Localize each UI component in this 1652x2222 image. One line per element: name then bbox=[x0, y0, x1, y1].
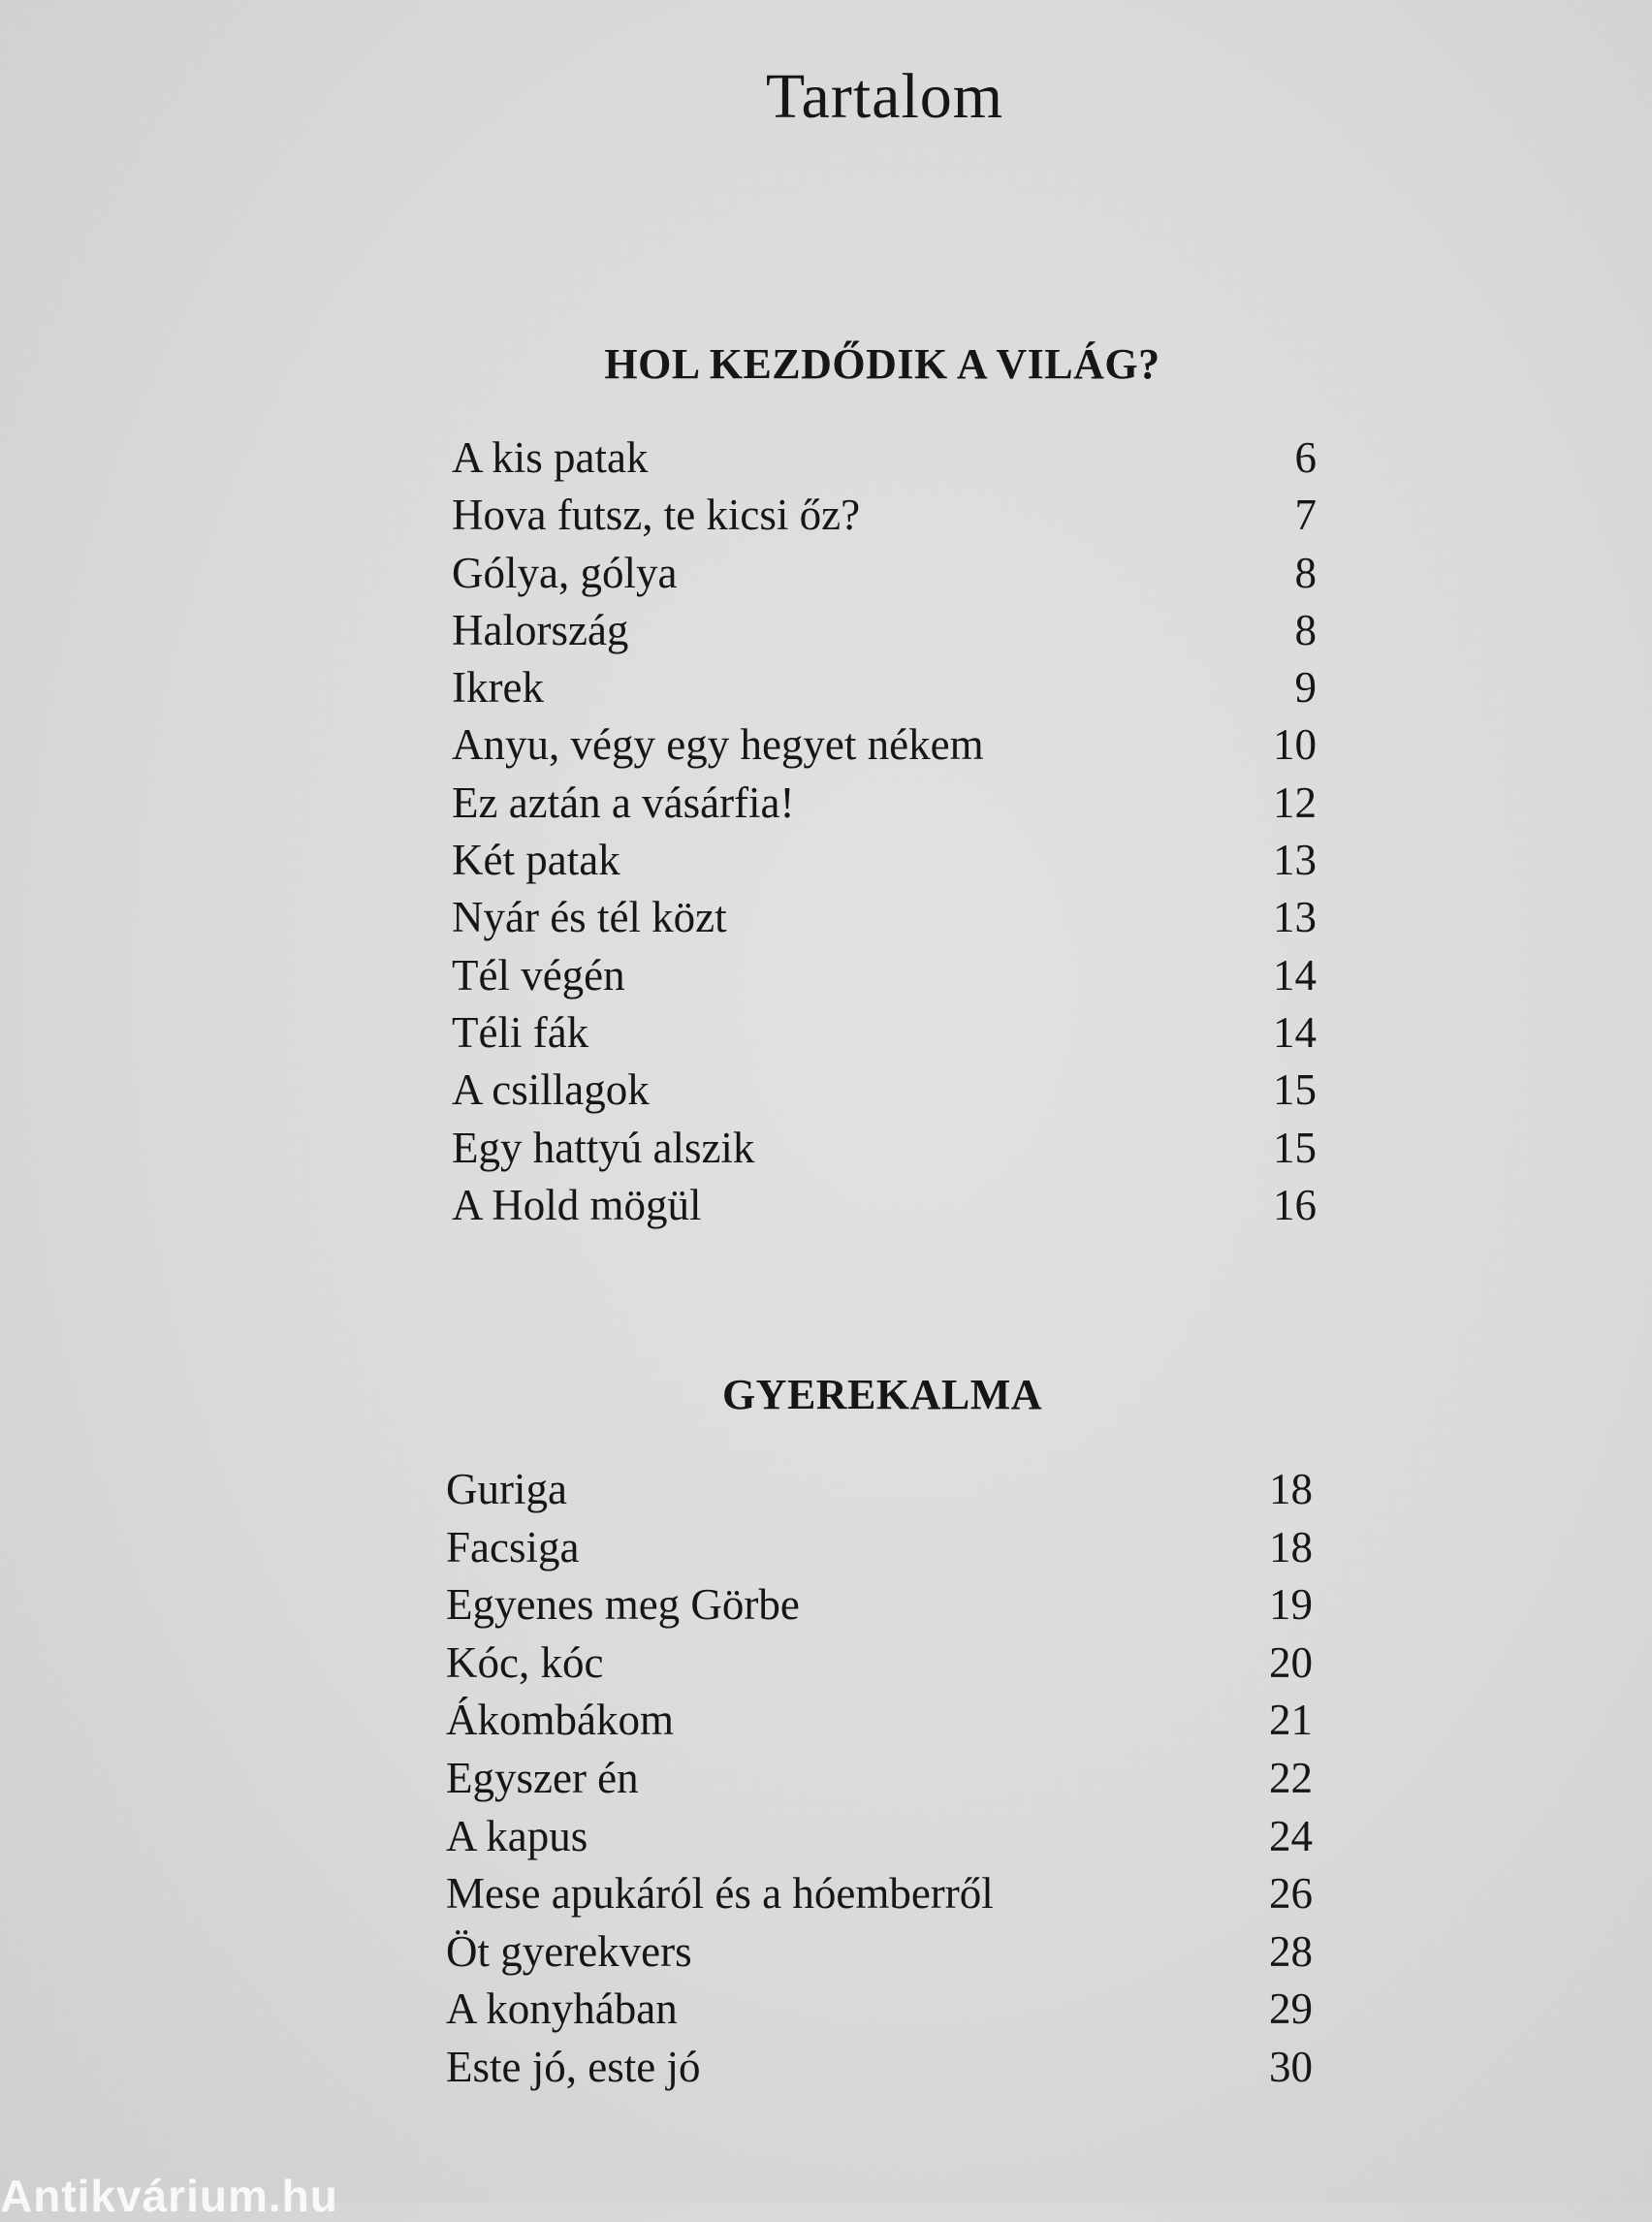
toc-entry bbox=[446, 1637, 1313, 1696]
toc-entry bbox=[446, 2042, 1313, 2100]
toc-entry bbox=[452, 1180, 1317, 1237]
toc-entry-page-number: 12 bbox=[1273, 778, 1317, 827]
toc-entry-title: Hova futsz, te kicsi őz? bbox=[452, 491, 861, 540]
toc-entry bbox=[452, 662, 1317, 719]
toc-entry bbox=[452, 605, 1317, 662]
toc-entry-page-number: 26 bbox=[1269, 1869, 1313, 1919]
toc-entry-title: Egyenes meg Görbe bbox=[446, 1580, 800, 1630]
toc-entry-page-number: 8 bbox=[1294, 548, 1317, 597]
toc-entry-page-number: 14 bbox=[1273, 1007, 1317, 1057]
toc-entry-title: A kis patak bbox=[452, 433, 649, 482]
toc-entry bbox=[446, 1811, 1313, 1869]
toc-entry bbox=[446, 1984, 1313, 2042]
toc-entry bbox=[452, 1007, 1317, 1064]
toc-entry-title: Nyár és tél közt bbox=[452, 893, 727, 942]
toc-entry bbox=[446, 1579, 1313, 1637]
toc-entry bbox=[452, 950, 1317, 1007]
toc-list bbox=[452, 432, 1317, 1237]
toc-entry-page-number: 18 bbox=[1269, 1465, 1313, 1513]
toc-entry bbox=[452, 778, 1317, 835]
toc-entry-page-number: 19 bbox=[1269, 1580, 1313, 1630]
toc-entry-page-number: 15 bbox=[1273, 1065, 1317, 1115]
toc-entry-page-number: 7 bbox=[1294, 491, 1317, 540]
toc-entry-page-number: 8 bbox=[1294, 605, 1317, 654]
section-heading: GYEREKALMA bbox=[721, 1371, 1043, 1418]
toc-entry bbox=[452, 1123, 1317, 1180]
toc-entry-title: Guriga bbox=[446, 1465, 567, 1513]
toc-entry bbox=[452, 490, 1317, 547]
toc-entry-title: Anyu, végy egy hegyet nékem bbox=[452, 720, 984, 770]
page-title: Tartalom bbox=[765, 61, 1004, 132]
toc-entry bbox=[452, 892, 1317, 949]
toc-entry bbox=[446, 1464, 1313, 1522]
toc-entry-title: Ikrek bbox=[452, 663, 544, 713]
toc-entry-page-number: 10 bbox=[1273, 720, 1317, 770]
toc-entry-page-number: 15 bbox=[1273, 1123, 1317, 1172]
toc-entry-title: Ákombákom bbox=[446, 1696, 674, 1745]
toc-entry-title: Két patak bbox=[452, 836, 620, 885]
toc-entry bbox=[446, 1522, 1313, 1580]
toc-entry-page-number: 29 bbox=[1269, 1984, 1313, 2034]
toc-entry-title: Egyszer én bbox=[446, 1753, 639, 1802]
toc-entry-title: Halország bbox=[452, 605, 629, 654]
toc-entry-title: Egy hattyú alszik bbox=[452, 1123, 755, 1172]
toc-entry-title: Mese apukáról és a hóemberről bbox=[446, 1869, 994, 1919]
toc-entry-page-number: 14 bbox=[1273, 950, 1317, 1000]
toc-entry bbox=[452, 1064, 1317, 1122]
toc-entry-page-number: 9 bbox=[1294, 663, 1317, 713]
watermark: Antikvárium.hu bbox=[0, 2171, 338, 2221]
toc-entry-page-number: 6 bbox=[1294, 433, 1317, 482]
toc-entry bbox=[452, 548, 1317, 605]
toc-entry-page-number: 21 bbox=[1269, 1696, 1313, 1745]
toc-entry-page-number: 16 bbox=[1273, 1180, 1317, 1229]
toc-entry bbox=[446, 1926, 1313, 1984]
toc-entry bbox=[452, 835, 1317, 892]
toc-entry-page-number: 28 bbox=[1269, 1926, 1313, 1976]
toc-entry-title: Facsiga bbox=[446, 1522, 580, 1571]
toc-entry-title: A konyhában bbox=[446, 1984, 678, 2034]
toc-entry-title: Kóc, kóc bbox=[446, 1637, 604, 1687]
toc-entry bbox=[446, 1753, 1313, 1811]
toc-entry-title: Téli fák bbox=[452, 1007, 589, 1057]
toc-list bbox=[446, 1464, 1313, 2100]
toc-entry-title: A csillagok bbox=[452, 1065, 650, 1115]
toc-entry-title: Öt gyerekvers bbox=[446, 1926, 692, 1976]
toc-entry-title: Este jó, este jó bbox=[446, 2042, 701, 2091]
toc-entry-title: A kapus bbox=[446, 1811, 588, 1860]
toc-entry-page-number: 20 bbox=[1269, 1637, 1313, 1687]
toc-entry-page-number: 13 bbox=[1273, 836, 1317, 885]
toc-entry-title: Ez aztán a vásárfia! bbox=[452, 778, 795, 827]
toc-entry-page-number: 30 bbox=[1269, 2042, 1313, 2091]
toc-entry-page-number: 24 bbox=[1269, 1811, 1313, 1860]
toc-entry-title: Gólya, gólya bbox=[452, 548, 678, 597]
toc-entry-page-number: 22 bbox=[1269, 1753, 1313, 1802]
toc-entry bbox=[452, 719, 1317, 777]
toc-entry-title: Tél végén bbox=[452, 950, 625, 1000]
toc-entry bbox=[452, 432, 1317, 490]
toc-entry-page-number: 13 bbox=[1273, 893, 1317, 942]
section-heading: HOL KEZDŐDIK A VILÁG? bbox=[604, 340, 1160, 388]
toc-entry bbox=[446, 1695, 1313, 1753]
toc-entry bbox=[446, 1868, 1313, 1926]
toc-entry-page-number: 18 bbox=[1269, 1522, 1313, 1571]
toc-entry-title: A Hold mögül bbox=[452, 1180, 702, 1229]
